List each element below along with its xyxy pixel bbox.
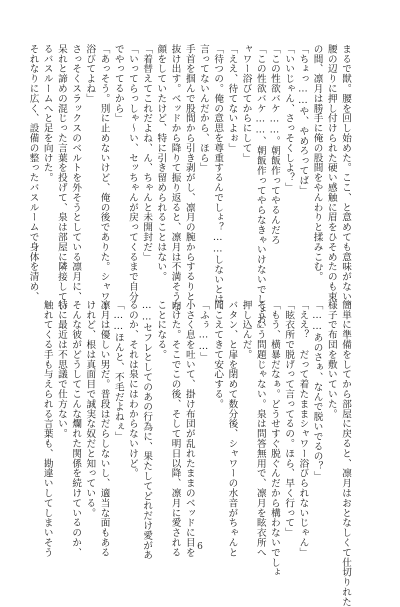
text-line: 顔をしていたけど、特に引き留められることはない。 (155, 44, 167, 282)
text-line: まるで獣。腰を回し始めた。ここ、と意めても意味がない。 (340, 44, 351, 312)
text-line: バタン、と扉を閉めて数分後、シャワーの水音がちゃんと (226, 300, 238, 558)
text-line: 「いいじゃん、さっそくしよ？」 (283, 44, 295, 193)
text-line: 手首を掴んで股間から引き剥がし、凛月の腕からするりと (183, 44, 195, 302)
text-line: 腰の辺りに押し付けられた硬い感触に眉をひそめたのも束 (325, 44, 337, 302)
text-line: 聞こえてきて安心する。 (212, 300, 224, 409)
text-line: 「眩衣所で脱げって言ってるの。ほら、早く行って」 (283, 300, 295, 538)
text-line: 「ええ？ だって着たままシャワー浴びられないじゃん」 (297, 300, 309, 558)
text-line: 「この性欲バケ……。朝飯作ってやるんだろ (268, 44, 280, 245)
text-line: るバスルームへと足を向けた。 (41, 44, 53, 183)
text-line: 簡単に準備をしてから部屋に戻ると、凛月はおとなしくて仕切りれた (340, 300, 351, 607)
text-block-lower (41, 300, 352, 607)
text-line: 様子で布団を敷いていた。 (325, 300, 337, 419)
text-line: の間、凛月は勝手に俺の股間をやんわりと揉みこむ。 (311, 44, 323, 282)
text-line: けれど、根は真面目で誠実な奴だと知っている。 (84, 300, 96, 518)
text-line: そんな彼がどうしてこんな爛れた関係を続けているのか、 (70, 300, 82, 558)
text-line: 「いってらっしゃ～い、セッちゃんが戻ってくるまで自分 (126, 44, 138, 302)
text-line: 「ええ、待てないよぉ」 (226, 44, 238, 153)
text-line: 「もう、横暴だなぁ。どうせすぐ脱ぐんだから構わないでしょ (268, 300, 280, 578)
text-line: 「待つの。俺の意思を尊重するんでしょ？……しないとは (212, 44, 224, 305)
text-line: ことになる。 (155, 300, 167, 360)
text-line: 「……ほんと、不毛だよねぇ」 (112, 300, 124, 442)
text-line: 向けた。そこでこの後、そして明日以降、凛月に愛される (169, 300, 181, 558)
text-line: 押し込んだ。 (240, 300, 252, 360)
text-line: 特に最近は不思議で仕方ない。 (55, 300, 67, 439)
text-line: るのか、それは泉にはわからないけど。 (126, 300, 138, 479)
text-line: ……セフレとしてのあの行為に、果たしてどれだけ愛があ (141, 300, 153, 561)
text-line: 「ふぅ……」 (197, 300, 209, 363)
text-line: 抜け出す。ベッドから降りて振り返ると、凛月は不満そうな (169, 44, 181, 312)
text-line: そういう問題じゃない。泉は問答無用で、凛月を眩衣所へ (254, 300, 266, 558)
text-line: 「着替えてこれだよね、ん、ちゃんと未開封だ」 (141, 44, 153, 262)
text-line: さっそくスラックスのベルトを外そうとしている凛月に、 (70, 44, 82, 302)
text-line: 小さく息を吐いて、掛け布団が乱れたままのベッドに目を (183, 300, 195, 558)
text-line: 言ってないんだから、ほら」 (197, 44, 209, 173)
text-line: それなりに広く、設備の整ったバスルームで身体を清め、 (27, 44, 39, 302)
text-line: ャワー浴びてからにして」 (240, 44, 252, 163)
text-line: 呆れと諦めの混じった言葉を投げて、泉は部屋に隣接してい (55, 44, 67, 312)
text-line: 「この性欲バケ……、朝飯作ってやらなきゃいけないでしょお」 (254, 44, 266, 334)
text-line: 凛月は優しい男だ。普段はだらしないし、適当な面もある (98, 300, 110, 558)
text-line: 「……あのさぁ、なんで脱いでるの？」 (311, 300, 323, 481)
text-line: 「あっそう。別に止めないけど、俺の後でありた。シャワー (98, 44, 110, 312)
text-line: でやってるから」 (112, 44, 124, 124)
text-line: 浴びてよね」 (84, 44, 96, 104)
text-line: 「ちょっ……や、やめろってば」 (297, 44, 309, 196)
page-number: 6 (197, 542, 203, 552)
text-line: 触れてくる手も与えられる言葉も、勘違いしてしまいそう (41, 300, 53, 558)
